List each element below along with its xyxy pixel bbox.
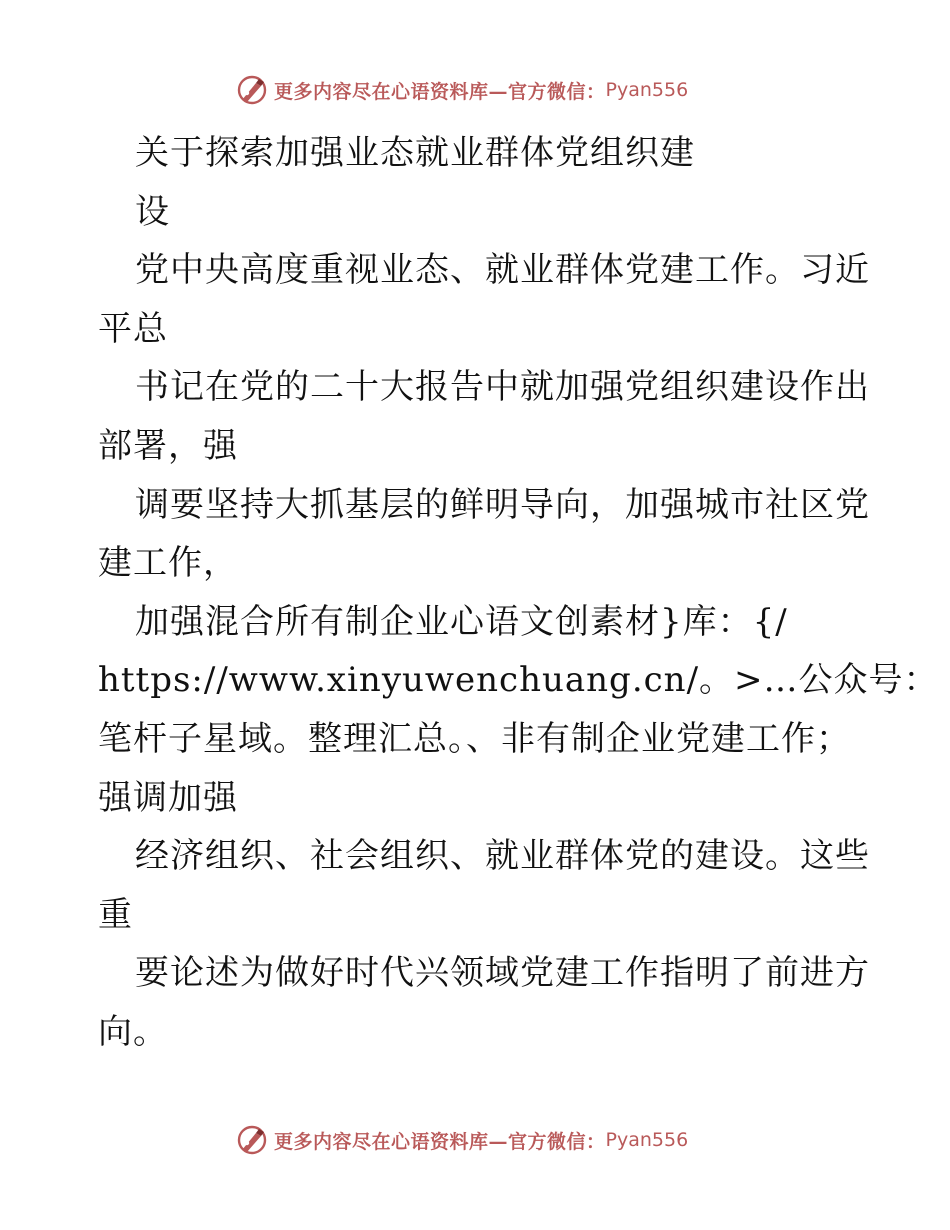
banner-wechat-id: Pyan556: [605, 1129, 689, 1151]
paragraph-line: 要论述为做好时代兴领域党建工作指明了前进方: [135, 953, 870, 994]
paragraph-line: 重: [98, 894, 133, 935]
title-line: 设: [135, 191, 170, 232]
paragraph-line: 向。: [98, 1011, 168, 1052]
paragraph-line: 书记在党的二十大报告中就加强党组织建设作出: [135, 367, 870, 408]
banner-wechat-id: Pyan556: [605, 79, 689, 101]
paragraph-line: 党中央高度重视业态、就业群体党建工作。习近: [135, 250, 870, 291]
paragraph-line: 部署，强: [98, 425, 238, 466]
paragraph-line: 经济组织、社会组织、就业群体党的建设。这些: [135, 836, 870, 877]
banner-text: 更多内容尽在心语资料库—官方微信：: [274, 80, 606, 103]
banner-text: 更多内容尽在心语资料库—官方微信：: [274, 1130, 606, 1153]
paragraph-line: 笔杆子星域。整理汇总。、非有制企业党建工作；: [98, 718, 851, 759]
document-body: [98, 124, 939, 1062]
title-line: 关于探索加强业态就业群体党组织建: [135, 133, 695, 173]
paragraph-line: 建工作，: [98, 543, 238, 584]
footer-banner: [236, 1123, 688, 1157]
paragraph-line: 强调加强: [98, 777, 238, 818]
pen-circle-logo-icon: [236, 1124, 268, 1156]
header-banner: [236, 73, 688, 107]
paragraph-line: 平总: [98, 308, 168, 349]
paragraph-line: 调要坚持大抓基层的鲜明导向，加强城市社区党: [135, 484, 870, 525]
paragraph-line: https://www.xinyuwenchuang.cn/。>…公众号：: [98, 660, 939, 701]
pen-circle-logo-icon: [236, 74, 268, 106]
paragraph-line: 加强混合所有制企业心语文创素材}库：{/: [135, 601, 788, 642]
